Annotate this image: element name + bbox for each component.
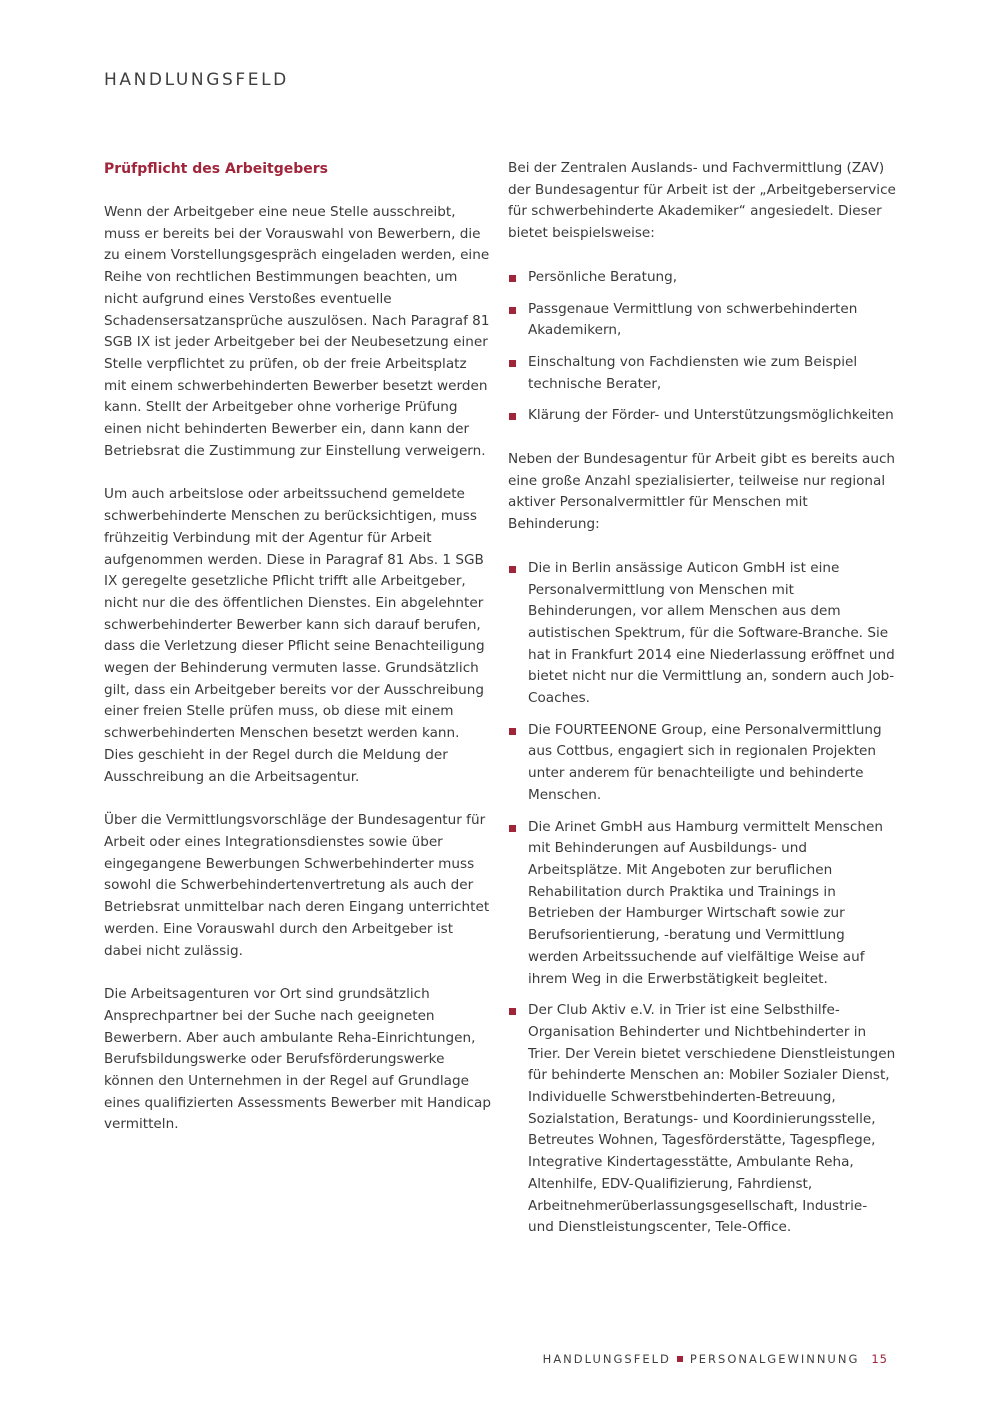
list-item — [508, 299, 896, 342]
providers-intro-paragraph: Neben der Bundesagentur für Arbeit gibt es bereits auch eine große Anzahl spezialisierter, teilweise nur regional aktiver Personalvermittler für Menschen mit Behinderung: — [508, 451, 896, 533]
paragraph: Über die Vermittlungsvorschläge der Bundesagentur für Arbeit oder eines Integrationsdienstes sowie über eingegangene Bewerbungen Schwerbehinderter muss sowohl die Schwerbehindertenvertretung als auch der Betriebsrat unmittelbar nach deren Eingang unterrichtet werden. Eine Vorauswahl durch den Arbeitgeber ist dabei nicht zulässig. — [104, 812, 490, 959]
page-number: 15 — [871, 1352, 888, 1366]
bullet-square-icon — [509, 728, 516, 735]
list-item — [508, 817, 896, 991]
list-item-text: Einschaltung von Fachdiensten wie zum Beispiel technische Berater, — [528, 353, 858, 392]
bullet-square-icon — [509, 566, 516, 573]
bullet-square-icon — [509, 307, 516, 314]
list-item-text: Persönliche Beratung, — [528, 268, 678, 285]
list-item-text: Die in Berlin ansässige Auticon GmbH ist eine Personalvermittlung von Menschen mit Behinderungen, vor allem Menschen aus dem autistischen Spektrum, für die Software-Branche. Sie hat in Frankfurt 2014 eine Niederlassung eröffnet und bietet nicht nur die Vermittlung an, sondern auch Job-Coaches. — [528, 559, 895, 707]
list-item — [508, 1000, 896, 1239]
square-separator-icon — [677, 1356, 683, 1362]
providers-list — [508, 558, 896, 1239]
list-item — [508, 405, 896, 427]
bullet-square-icon — [509, 275, 516, 282]
list-item — [508, 720, 896, 807]
page-footer — [543, 1352, 888, 1366]
left-column — [104, 158, 492, 1158]
list-item — [508, 558, 896, 710]
footer-section-label: HANDLUNGSFELD — [542, 1352, 671, 1366]
bullet-square-icon — [509, 825, 516, 832]
bullet-square-icon — [509, 1008, 516, 1015]
list-item-text: Passgenaue Vermittlung von schwerbehinderten Akademikern, — [528, 300, 858, 339]
paragraph: Die Arbeitsagenturen vor Ort sind grundsätzlich Ansprechpartner bei der Suche nach geeigneten Bewerbern. Aber auch ambulante Reha-Einrichtungen, Berufsbildungswerke oder Berufsförderungswerke können den Unternehmen in der Regel auf Grundlage eines qualifizierten Assessments Bewerber mit Handicap vermitteln. — [104, 986, 491, 1133]
right-column — [508, 158, 896, 1261]
zav-intro-paragraph: Bei der Zentralen Auslands- und Fachvermittlung (ZAV) der Bundesagentur für Arbeit ist der „Arbeitgeberservice für schwerbehinderte Akademiker“ angesiedelt. Dieser bietet beispielsweise: — [508, 160, 896, 242]
list-item — [508, 352, 896, 395]
footer-chapter-label: PERSONALGEWINNUNG — [689, 1352, 860, 1366]
list-item-text: Der Club Aktiv e.V. in Trier ist eine Selbsthilfe-Organisation Behinderter und Nichtbehinderter in Trier. Der Verein bietet verschiedene Dienstleistungen für behinderte Menschen an: Mobiler Sozialer Dienst, Individuelle Schwerstbehinderten-Betreuung, Sozialstation, Beratungs- und Koordinierungsstelle, Betreutes Wohnen, Tagesförderstätte, Tagespflege, Integrative Kindertagesstätte, Ambulante Reha, Altenhilfe, EDV-Qualifizierung, Fahrdienst, Arbeitnehmerüberlassungsgesellschaft, Industrie- und Dienstleistungscenter, Tele-Office. — [528, 1002, 896, 1236]
section-heading: Prüfpflicht des Arbeitgebers — [104, 161, 328, 177]
paragraph: Um auch arbeitslose oder arbeitssuchend gemeldete schwerbehinderte Menschen zu berücksichtigen, muss frühzeitig Verbindung mit der Agentur für Arbeit aufgenommen werden. Diese in Paragraf 81 Abs. 1 SGB IX geregelte gesetzliche Pflicht trifft alle Arbeitgeber, nicht nur die des öffentlichen Dienstes. Ein abgelehnter schwerbehinderter Bewerber kann sich darauf berufen, dass die Verletzung dieser Pflicht seine Benachteiligung wegen der Behinderung vermuten lasse. Grundsätzlich gilt, dass ein Arbeitgeber bereits vor der Ausschreibung einer freien Stelle prüfen muss, ob diese mit einem schwerbehinderten Menschen besetzt werden kann. Dies geschieht in der Regel durch die Meldung der Ausschreibung an die Arbeitsagentur. — [104, 486, 485, 785]
bullet-square-icon — [509, 360, 516, 367]
bullet-square-icon — [509, 413, 516, 420]
zav-services-list — [508, 267, 896, 427]
paragraph: Wenn der Arbeitgeber eine neue Stelle ausschreibt, muss er bereits bei der Vorauswahl von Bewerbern, die zu einem Vorstellungsgespräch eingeladen werden, eine Reihe von rechtlichen Bestimmungen beachten, um nicht aufgrund eines Verstoßes eventuelle Schadensersatzansprüche auszulösen. Nach Paragraf 81 SGB IX ist jeder Arbeitgeber bei der Neubesetzung einer Stelle verpflichtet zu prüfen, ob der freie Arbeitsplatz mit einem schwerbehinderten Bewerber besetzt werden kann. Stellt der Arbeitgeber ohne vorherige Prüfung einen nicht behinderten Bewerber ein, dann kann der Betriebsrat die Zustimmung zur Einstellung verweigern. — [104, 204, 490, 459]
list-item-text: Die Arinet GmbH aus Hamburg vermittelt Menschen mit Behinderungen auf Ausbildungs- und Arbeitsplätze. Mit Angeboten zur beruflichen Rehabilitation durch Praktika und Trainings in Betrieben der Hamburger Wirtschaft sowie zur Berufsorientierung, -beratung und Vermittlung werden Arbeitssuchende auf vielfältige Weise auf ihrem Weg in die Erwerbstätigkeit begleitet. — [528, 818, 883, 987]
list-item — [508, 267, 896, 289]
list-item-text: Klärung der Förder- und Unterstützungsmöglichkeiten — [528, 407, 894, 424]
page-header-title: HANDLUNGSFELD — [104, 70, 289, 90]
list-item-text: Die FOURTEENONE Group, eine Personalvermittlung aus Cottbus, engagiert sich in regionalen Projekten unter anderem für benachteiligte und behinderte Menschen. — [528, 721, 882, 803]
